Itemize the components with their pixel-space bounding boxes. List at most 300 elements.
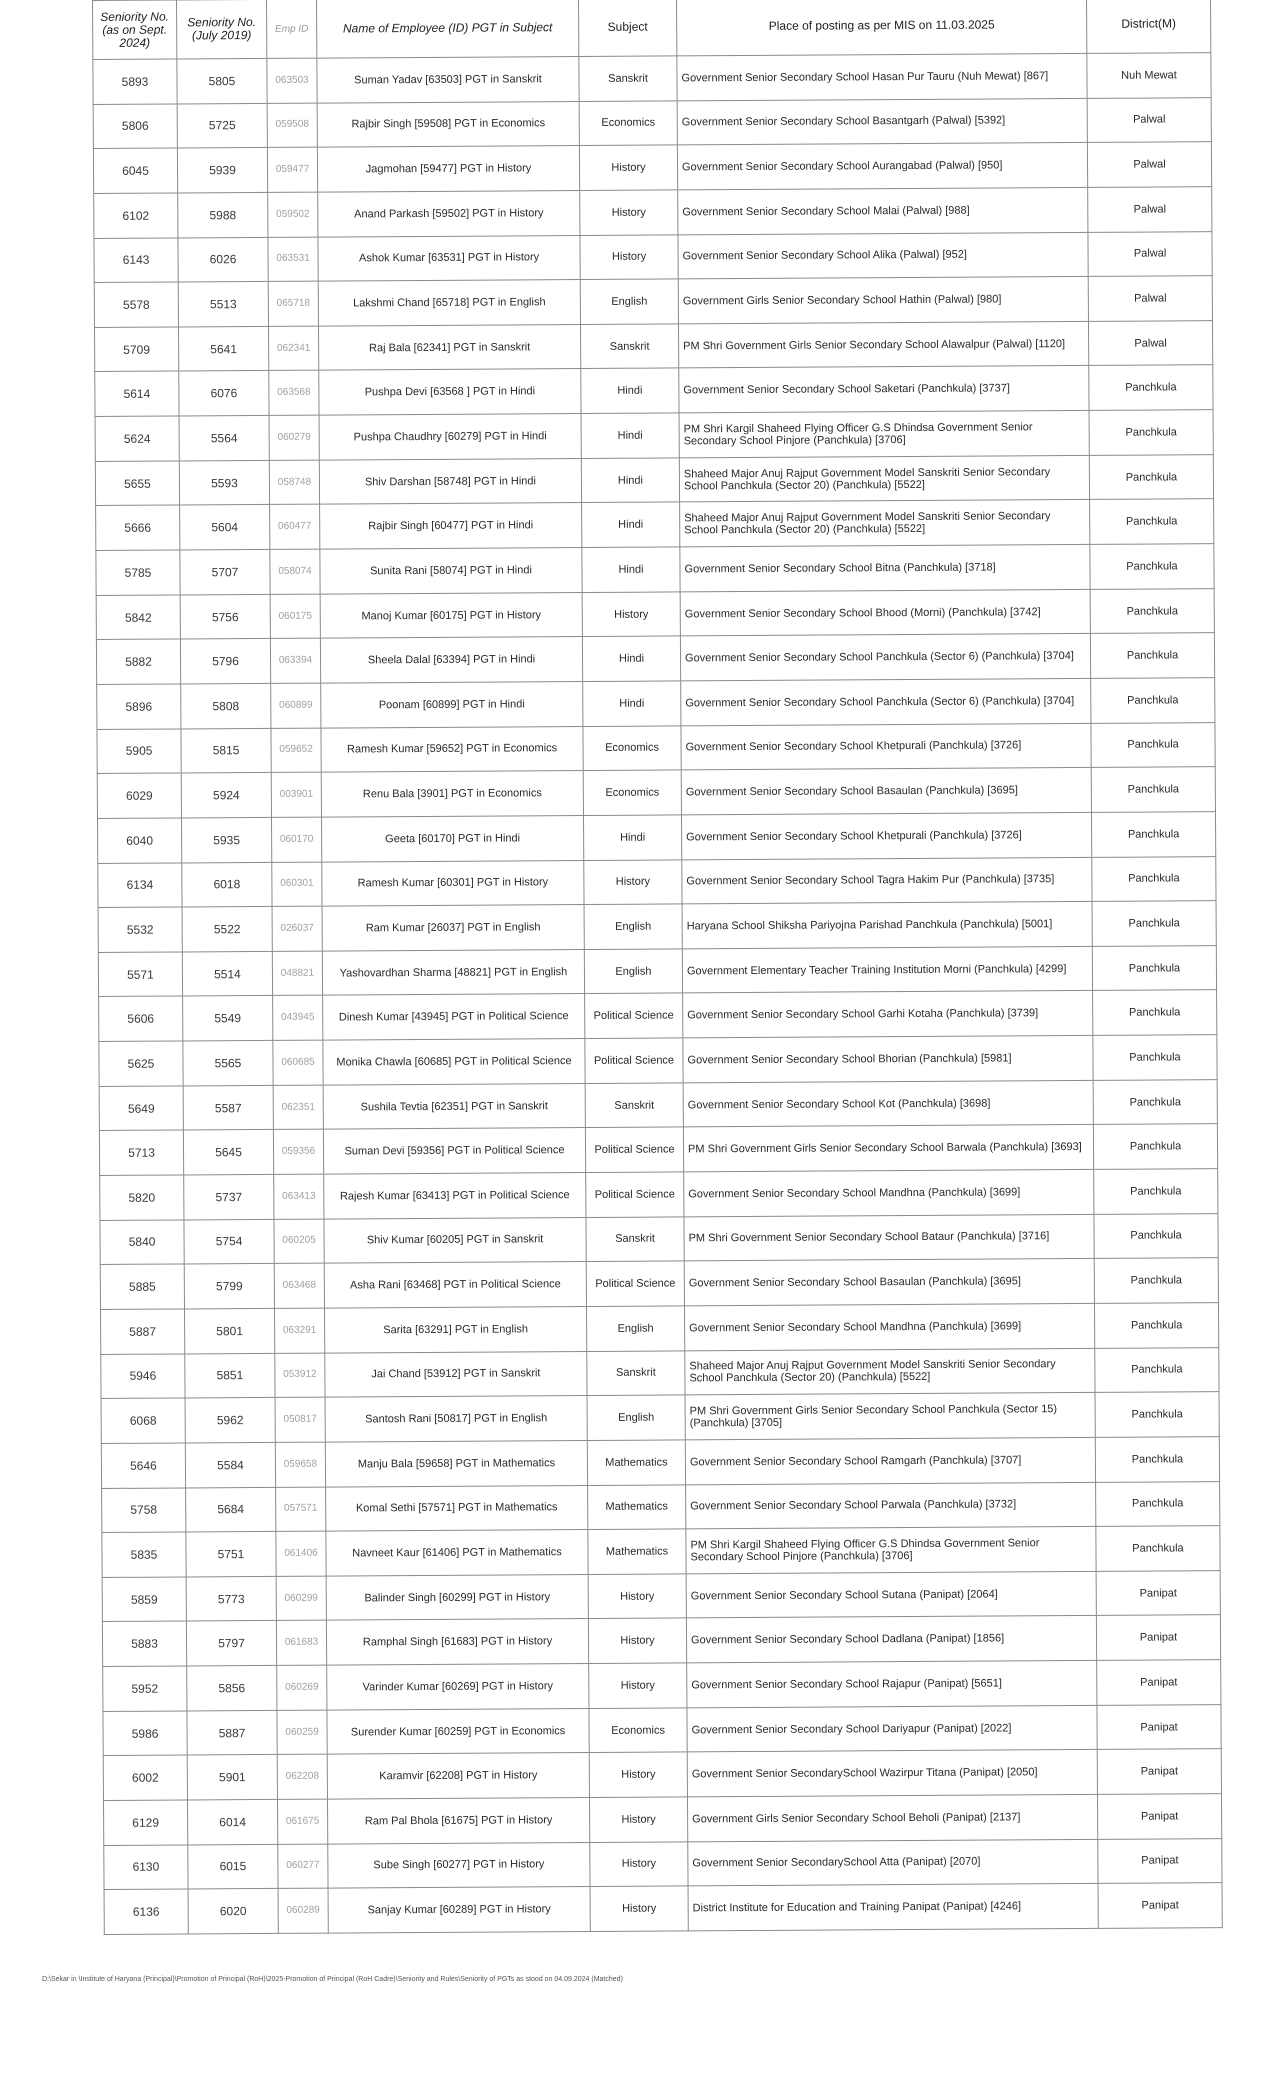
header-place: Place of posting as per MIS on 11.03.2025 [676,0,1086,56]
seniority-2024-cell: 5952 [103,1666,187,1711]
employee-name-cell: Shiv Kumar [60205] PGT in Sanskrit [324,1217,586,1263]
seniority-2024-cell: 5709 [94,327,178,372]
subject-cell: Political Science [586,1172,684,1217]
subject-cell: Political Science [586,1261,684,1306]
place-of-posting-cell: Government Senior Secondary School Hasan Pur Tauru (Nuh Mewat) [867] [677,53,1087,100]
subject-cell: Sanskrit [579,56,677,101]
employee-name-cell: Komal Sethi [57571] PGT in Mathematics [326,1485,588,1531]
employee-id-cell: 063468 [274,1263,324,1308]
district-cell: Panchkula [1093,1035,1217,1080]
employee-id-cell: 063394 [270,638,320,683]
seniority-2019-cell: 5935 [181,817,271,862]
table-row [104,1838,1222,1889]
employee-id-cell: 059477 [267,147,317,192]
employee-name-cell: Yashovardhan Sharma [48821] PGT in English [322,949,584,995]
seniority-2019-cell: 5587 [183,1085,273,1130]
seniority-2024-cell: 5614 [95,371,179,416]
place-of-posting-cell: PM Shri Government Girls Senior Secondary School Panchkula (Sector 15) (Panchkula) [3705] [685,1393,1095,1440]
employee-id-cell: 060299 [276,1576,326,1621]
subject-cell: Hindi [583,681,681,726]
seniority-2024-cell: 5666 [96,505,180,550]
seniority-2019-cell: 5801 [184,1308,274,1353]
employee-name-cell: Ram Pal Bhola [61675] PGT in History [327,1797,589,1843]
seniority-2024-cell: 5532 [98,907,182,952]
file-path-footer: D:\Sekar in \Institute of Haryana (Principal)\Promotion of Principal (RoH)\2025-Promotion of Principal (RoH Cadre)\Seniority and Rules\Seniority of PGTs as stood on 04.09.2024 (Matched) [42,1976,623,1983]
employee-name-cell: Ramphal Singh [61683] PGT in History [326,1619,588,1665]
seniority-2019-cell: 5565 [183,1041,273,1086]
subject-cell: Mathematics [587,1440,685,1485]
subject-cell: Sanskrit [580,324,678,369]
employee-id-cell: 063413 [274,1174,324,1219]
seniority-2024-cell: 6068 [101,1398,185,1443]
employee-id-cell: 063568 [269,371,319,416]
table-row [98,856,1216,907]
place-of-posting-cell: Government Senior Secondary School Khetpurali (Panchkula) [3726] [681,812,1091,859]
place-of-posting-cell: Haryana School Shiksha Pariyojna Parishad Panchkula (Panchkula) [5001] [682,902,1092,949]
employee-name-cell: Rajbir Singh [60477] PGT in Hindi [320,503,582,549]
employee-name-cell: Sarita [63291] PGT in English [324,1306,586,1352]
employee-name-cell: Dinesh Kumar [43945] PGT in Political Science [323,994,585,1040]
seniority-2019-cell: 5988 [178,192,268,237]
table-row [103,1749,1221,1800]
table-row [97,678,1215,729]
district-cell: Palwal [1088,187,1212,232]
employee-name-cell: Ramesh Kumar [59652] PGT in Economics [321,726,583,772]
subject-cell: History [582,592,680,637]
employee-name-cell: Monika Chawla [60685] PGT in Political Science [323,1039,585,1085]
district-cell: Panchkula [1093,1124,1217,1169]
seniority-2019-cell: 5707 [180,549,270,594]
employee-id-cell: 063291 [274,1308,324,1353]
employee-id-cell: 060277 [278,1844,328,1889]
seniority-2019-cell: 5815 [181,728,271,773]
seniority-2019-cell: 5924 [181,773,271,818]
district-cell: Panchkula [1089,365,1213,410]
district-cell: Panipat [1097,1794,1221,1839]
table-row [95,365,1213,416]
seniority-2024-cell: 6130 [104,1845,188,1890]
employee-id-cell: 063503 [267,58,317,103]
employee-id-cell: 060205 [274,1219,324,1264]
district-cell: Panipat [1098,1838,1222,1883]
subject-cell: History [584,859,682,904]
seniority-2019-cell: 6020 [188,1889,278,1934]
table-row [99,990,1217,1041]
employee-name-cell: Balinder Singh [60299] PGT in History [326,1574,588,1620]
district-cell: Panchkula [1091,722,1215,767]
subject-cell: Hindi [581,413,679,458]
employee-name-cell: Anand Parkash [59502] PGT in History [318,190,580,236]
subject-cell: Sanskrit [585,1083,683,1128]
district-cell: Panchkula [1094,1213,1218,1258]
place-of-posting-cell: Government Senior Secondary School Dadlana (Panipat) [1856] [686,1616,1096,1663]
employee-id-cell: 061675 [277,1799,327,1844]
place-of-posting-cell: Government Senior SecondarySchool Atta (Panipat) [2070] [688,1839,1098,1886]
district-cell: Palwal [1087,97,1211,142]
employee-name-cell: Renu Bala [3901] PGT in Economics [321,771,583,817]
employee-name-cell: Pushpa Chaudhry [60279] PGT in Hindi [319,414,581,460]
subject-cell: English [584,949,682,994]
table-row [97,812,1215,863]
table-row [100,1258,1218,1309]
seniority-2024-cell: 5882 [96,639,180,684]
place-of-posting-cell: Government Senior Secondary School Saketari (Panchkula) [3737] [679,366,1089,413]
district-cell: Panchkula [1089,454,1213,499]
employee-id-cell: 060477 [270,505,320,550]
district-cell: Panipat [1097,1749,1221,1794]
subject-cell: History [590,1886,688,1931]
table-row [101,1437,1219,1488]
seniority-2024-cell: 5896 [97,684,181,729]
table-row [95,410,1213,461]
table-row [93,142,1211,193]
seniority-2024-cell: 5859 [102,1577,186,1622]
place-of-posting-cell: PM Shri Kargil Shaheed Flying Officer G.S Dhindsa Government Senior Secondary School Pinjore (Panchkula) [3706] [686,1527,1096,1574]
employee-id-cell: 060685 [273,1040,323,1085]
seniority-2024-cell: 5655 [95,461,179,506]
subject-cell: Hindi [583,815,681,860]
employee-name-cell: Asha Rani [63468] PGT in Political Science [324,1262,586,1308]
seniority-2019-cell: 5751 [186,1532,276,1577]
subject-cell: History [580,234,678,279]
seniority-2024-cell: 5571 [98,952,182,997]
table-row [96,499,1214,550]
subject-cell: Hindi [581,458,679,503]
employee-id-cell: 059652 [271,728,321,773]
district-cell: Panchkula [1092,901,1216,946]
employee-id-cell: 050817 [275,1397,325,1442]
place-of-posting-cell: Government Elementary Teacher Training Institution Morni (Panchkula) [4299] [682,946,1092,993]
district-cell: Panchkula [1095,1392,1219,1437]
district-cell: Panchkula [1091,812,1215,857]
employee-name-cell: Rajesh Kumar [63413] PGT in Political Science [324,1173,586,1219]
place-of-posting-cell: Government Senior Secondary School Tagra Hakim Pur (Panchkula) [3735] [682,857,1092,904]
seniority-2019-cell: 5645 [183,1130,273,1175]
district-cell: Panchkula [1093,990,1217,1035]
subject-cell: English [586,1306,684,1351]
subject-cell: Economics [583,726,681,771]
seniority-2019-cell: 6015 [188,1844,278,1889]
employee-name-cell: Raj Bala [62341] PGT in Sanskrit [318,324,580,370]
seniority-2024-cell: 5887 [100,1309,184,1354]
employee-id-cell: 060175 [270,594,320,639]
table-row [94,321,1212,372]
district-cell: Palwal [1088,231,1212,276]
seniority-2019-cell: 5856 [187,1665,277,1710]
subject-cell: English [584,904,682,949]
employee-name-cell: Ashok Kumar [63531] PGT in History [318,235,580,281]
subject-cell: Political Science [585,993,683,1038]
seniority-2019-cell: 5514 [182,951,272,996]
district-cell: Panchkula [1095,1437,1219,1482]
place-of-posting-cell: PM Shri Government Girls Senior Secondary School Alawalpur (Palwal) [1120] [678,321,1088,368]
subject-cell: Economics [583,770,681,815]
document-page [92,0,1210,1935]
subject-cell: History [580,190,678,235]
employee-name-cell: Jagmohan [59477] PGT in History [317,146,579,192]
employee-name-cell: Jai Chand [53912] PGT in Sanskrit [325,1351,587,1397]
district-cell: Palwal [1088,276,1212,321]
place-of-posting-cell: Government Senior Secondary School Sutana (Panipat) [2064] [686,1571,1096,1618]
seniority-2019-cell: 5584 [185,1442,275,1487]
district-cell: Panchkula [1092,856,1216,901]
seniority-2024-cell: 6136 [104,1889,188,1934]
seniority-2019-cell: 5805 [177,58,267,103]
seniority-2019-cell: 5725 [177,103,267,148]
place-of-posting-cell: PM Shri Government Senior Secondary School Bataur (Panchkula) [3716] [684,1214,1094,1261]
table-row [94,276,1212,327]
table-row [102,1615,1220,1666]
district-cell: Nuh Mewat [1087,53,1211,98]
place-of-posting-cell: Government Senior Secondary School Alika (Palwal) [952] [678,232,1088,279]
district-cell: Panchkula [1090,588,1214,633]
employee-name-cell: Surender Kumar [60259] PGT in Economics [327,1708,589,1754]
subject-cell: Mathematics [588,1529,686,1574]
seniority-2024-cell: 5606 [99,996,183,1041]
table-row [103,1704,1221,1755]
table-row [95,454,1213,505]
place-of-posting-cell: Government Senior Secondary School Kot (Panchkula) [3698] [683,1080,1093,1127]
employee-name-cell: Ram Kumar [26037] PGT in English [322,905,584,951]
subject-cell: Hindi [582,636,680,681]
seniority-2019-cell: 5684 [186,1487,276,1532]
table-row [93,97,1211,148]
place-of-posting-cell: Government Senior SecondarySchool Wazirpur Titana (Panipat) [2050] [687,1750,1097,1797]
header-name: Name of Employee (ID) PGT in Subject [316,0,578,58]
place-of-posting-cell: District Institute for Education and Training Panipat (Panipat) [4246] [688,1884,1098,1931]
employee-id-cell: 060289 [278,1888,328,1933]
employee-id-cell: 048821 [272,951,322,996]
place-of-posting-cell: Government Senior Secondary School Parwala (Panchkula) [3732] [686,1482,1096,1529]
subject-cell: Sanskrit [586,1217,684,1262]
header-seniority-2019: Seniority No. (July 2019) [177,0,267,59]
place-of-posting-cell: PM Shri Government Girls Senior Secondary School Barwala (Panchkula) [3693] [683,1125,1093,1172]
seniority-2024-cell: 5578 [94,282,178,327]
employee-id-cell: 060279 [269,415,319,460]
subject-cell: Hindi [582,502,680,547]
seniority-2024-cell: 6002 [103,1755,187,1800]
district-cell: Palwal [1088,321,1212,366]
seniority-2019-cell: 5796 [180,639,270,684]
table-row [98,945,1216,996]
table-row [93,53,1211,104]
seniority-2024-cell: 6134 [98,862,182,907]
place-of-posting-cell: Government Senior Secondary School Garhi Kotaha (Panchkula) [3739] [683,991,1093,1038]
seniority-2024-cell: 5806 [93,104,177,149]
district-cell: Panchkula [1090,544,1214,589]
table-row [96,588,1214,639]
table-header-row [93,0,1211,59]
seniority-2019-cell: 5593 [179,460,269,505]
employee-id-cell: 060301 [272,862,322,907]
table-body [93,53,1222,1935]
district-cell: Panchkula [1092,945,1216,990]
header-employee-id: Emp ID [266,0,316,58]
seniority-2024-cell: 5625 [99,1041,183,1086]
seniority-2024-cell: 5946 [101,1354,185,1399]
employee-name-cell: Suman Yadav [63503] PGT in Sanskrit [317,57,579,103]
header-subject: Subject [578,0,676,57]
table-row [99,1035,1217,1086]
employee-id-cell: 057571 [276,1487,326,1532]
employee-name-cell: Navneet Kaur [61406] PGT in Mathematics [326,1530,588,1576]
seniority-2019-cell: 5564 [179,416,269,461]
seniority-2019-cell: 6018 [182,862,272,907]
table-row [96,633,1214,684]
employee-name-cell: Karamvir [62208] PGT in History [327,1753,589,1799]
employee-id-cell: 065718 [268,281,318,326]
employee-id-cell: 061406 [276,1531,326,1576]
district-cell: Panchkula [1090,499,1214,544]
district-cell: Panchkula [1089,410,1213,455]
table-row [101,1392,1219,1443]
table-row [100,1303,1218,1354]
subject-cell: English [580,279,678,324]
seniority-2024-cell: 6102 [94,193,178,238]
employee-name-cell: Shiv Darshan [58748] PGT in Hindi [319,458,581,504]
subject-cell: Economics [579,101,677,146]
table-row [102,1570,1220,1621]
seniority-2024-cell: 5820 [100,1175,184,1220]
place-of-posting-cell: Government Senior Secondary School Bitna (Panchkula) [3718] [680,544,1090,591]
employee-name-cell: Suman Devi [59356] PGT in Political Science [323,1128,585,1174]
seniority-2024-cell: 5713 [99,1130,183,1175]
seniority-2024-cell: 5840 [100,1220,184,1265]
seniority-2024-cell: 5646 [101,1443,185,1488]
header-district: District(M) [1086,0,1210,53]
employee-id-cell: 062208 [277,1754,327,1799]
place-of-posting-cell: Government Senior Secondary School Rajapur (Panipat) [5651] [687,1660,1097,1707]
district-cell: Panchkula [1091,767,1215,812]
district-cell: Panipat [1098,1883,1222,1928]
employee-id-cell: 063531 [268,237,318,282]
employee-name-cell: Sushila Tevtia [62351] PGT in Sanskrit [323,1083,585,1129]
table-row [100,1213,1218,1264]
district-cell: Panipat [1097,1660,1221,1705]
employee-id-cell: 062341 [268,326,318,371]
seniority-2024-cell: 5842 [96,595,180,640]
district-cell: Panchkula [1091,678,1215,723]
seniority-2024-cell: 5649 [99,1086,183,1131]
district-cell: Panchkula [1093,1079,1217,1124]
seniority-2019-cell: 5939 [177,148,267,193]
table-row [97,767,1215,818]
employee-id-cell: 060899 [271,683,321,728]
employee-name-cell: Manju Bala [59658] PGT in Mathematics [325,1440,587,1486]
employee-id-cell: 059356 [273,1129,323,1174]
seniority-2024-cell: 6029 [97,773,181,818]
table-row [97,722,1215,773]
seniority-2019-cell: 5754 [184,1219,274,1264]
seniority-2019-cell: 5851 [185,1353,275,1398]
seniority-2019-cell: 6014 [187,1799,277,1844]
employee-id-cell: 059502 [268,192,318,237]
employee-name-cell: Sheela Dalal [63394] PGT in Hindi [320,637,582,683]
seniority-2019-cell: 5773 [186,1576,276,1621]
employee-id-cell: 060259 [277,1710,327,1755]
subject-cell: Sanskrit [587,1350,685,1395]
seniority-2019-cell: 5962 [185,1398,275,1443]
employee-id-cell: 053912 [275,1353,325,1398]
seniority-2024-cell: 6040 [97,818,181,863]
place-of-posting-cell: Government Senior Secondary School Aurangabad (Palwal) [950] [677,143,1087,190]
table-row [94,187,1212,238]
place-of-posting-cell: Shaheed Major Anuj Rajput Government Model Sanskriti Senior Secondary School Panchkula (Sector 20) (Panchkula) [5522] [680,500,1090,547]
seniority-2019-cell: 5797 [186,1621,276,1666]
district-cell: Panchkula [1094,1169,1218,1214]
subject-cell: History [589,1797,687,1842]
place-of-posting-cell: Government Senior Secondary School Malai (Palwal) [988] [678,187,1088,234]
place-of-posting-cell: Government Senior Secondary School Mandhna (Panchkula) [3699] [684,1303,1094,1350]
subject-cell: Hindi [581,368,679,413]
table-row [100,1169,1218,1220]
employee-id-cell: 062351 [273,1085,323,1130]
place-of-posting-cell: Government Senior Secondary School Panchkula (Sector 6) (Panchkula) [3704] [681,678,1091,725]
employee-name-cell: Geeta [60170] PGT in Hindi [321,815,583,861]
seniority-table [92,0,1223,1935]
place-of-posting-cell: Government Senior Secondary School Khetpurali (Panchkula) [3726] [681,723,1091,770]
table-row [101,1347,1219,1398]
seniority-2019-cell: 5641 [178,326,268,371]
table-row [103,1794,1221,1845]
seniority-2024-cell: 5624 [95,416,179,461]
subject-cell: History [589,1663,687,1708]
subject-cell: History [589,1752,687,1797]
seniority-2024-cell: 5883 [102,1621,186,1666]
employee-id-cell: 026037 [272,906,322,951]
subject-cell: History [588,1618,686,1663]
employee-name-cell: Rajbir Singh [59508] PGT in Economics [317,101,579,147]
district-cell: Panipat [1096,1570,1220,1615]
seniority-2019-cell: 5887 [187,1710,277,1755]
employee-id-cell: 059508 [267,103,317,148]
district-cell: Panchkula [1090,633,1214,678]
seniority-2019-cell: 5808 [181,683,271,728]
place-of-posting-cell: Government Senior Secondary School Bhorian (Panchkula) [5981] [683,1035,1093,1082]
employee-id-cell: 059658 [275,1442,325,1487]
subject-cell: Political Science [585,1038,683,1083]
table-row [98,901,1216,952]
seniority-2019-cell: 6026 [178,237,268,282]
table-row [96,544,1214,595]
table-row [104,1883,1222,1934]
place-of-posting-cell: PM Shri Kargil Shaheed Flying Officer G.S Dhindsa Government Senior Secondary School Pinjore (Panchkula) [3706] [679,411,1089,458]
district-cell: Panchkula [1096,1526,1220,1571]
seniority-2024-cell: 6143 [94,238,178,283]
place-of-posting-cell: Government Senior Secondary School Ramgarh (Panchkula) [3707] [685,1437,1095,1484]
employee-name-cell: Lakshmi Chand [65718] PGT in English [318,280,580,326]
table-row [102,1481,1220,1532]
employee-id-cell: 060170 [271,817,321,862]
place-of-posting-cell: Government Senior Secondary School Mandhna (Panchkula) [3699] [684,1169,1094,1216]
seniority-2019-cell: 5513 [178,282,268,327]
district-cell: Panipat [1097,1704,1221,1749]
employee-id-cell: 058074 [270,549,320,594]
table-row [99,1124,1217,1175]
place-of-posting-cell: Government Senior Secondary School Basaulan (Panchkula) [3695] [684,1259,1094,1306]
district-cell: Panchkula [1094,1258,1218,1303]
employee-name-cell: Sanjay Kumar [60289] PGT in History [328,1887,590,1933]
seniority-2024-cell: 5905 [97,729,181,774]
employee-name-cell: Pushpa Devi [63568 ] PGT in Hindi [319,369,581,415]
district-cell: Panipat [1096,1615,1220,1660]
seniority-2024-cell: 6045 [93,148,177,193]
place-of-posting-cell: Government Senior Secondary School Panchkula (Sector 6) (Panchkula) [3704] [680,634,1090,681]
seniority-2024-cell: 5885 [100,1264,184,1309]
district-cell: Panchkula [1094,1303,1218,1348]
seniority-2019-cell: 5901 [187,1755,277,1800]
employee-name-cell: Varinder Kumar [60269] PGT in History [327,1664,589,1710]
